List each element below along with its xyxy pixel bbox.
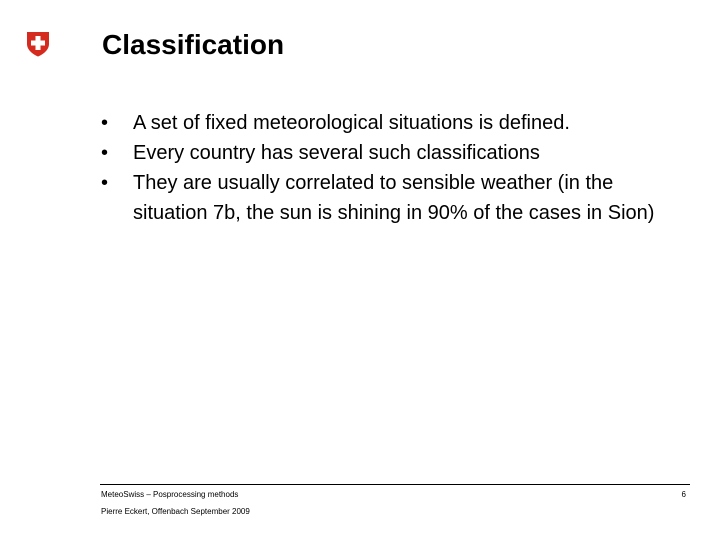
bullet-marker: • xyxy=(101,142,109,164)
bullet-marker: • xyxy=(101,172,109,194)
footer-organization: MeteoSwiss – Posprocessing methods xyxy=(101,490,239,499)
bullet-text: A set of fixed meteorological situations is defined. xyxy=(133,112,570,134)
footer-divider xyxy=(100,484,690,485)
bullet-item xyxy=(101,108,681,138)
page-number: 6 xyxy=(681,490,686,499)
bullet-item xyxy=(101,138,681,168)
bullet-text: They are usually correlated to sensible weather (in the situation 7b, the sun is shining in 90% of the cases in Sion) xyxy=(133,172,655,224)
slide-title: Classification xyxy=(102,29,285,60)
bullet-list xyxy=(101,108,681,228)
footer-author-date: Pierre Eckert, Offenbach September 2009 xyxy=(101,507,250,516)
bullet-marker: • xyxy=(101,112,109,134)
swiss-cross-shield-icon xyxy=(26,31,50,57)
bullet-text: Every country has several such classifications xyxy=(133,142,540,164)
bullet-item xyxy=(101,168,681,228)
